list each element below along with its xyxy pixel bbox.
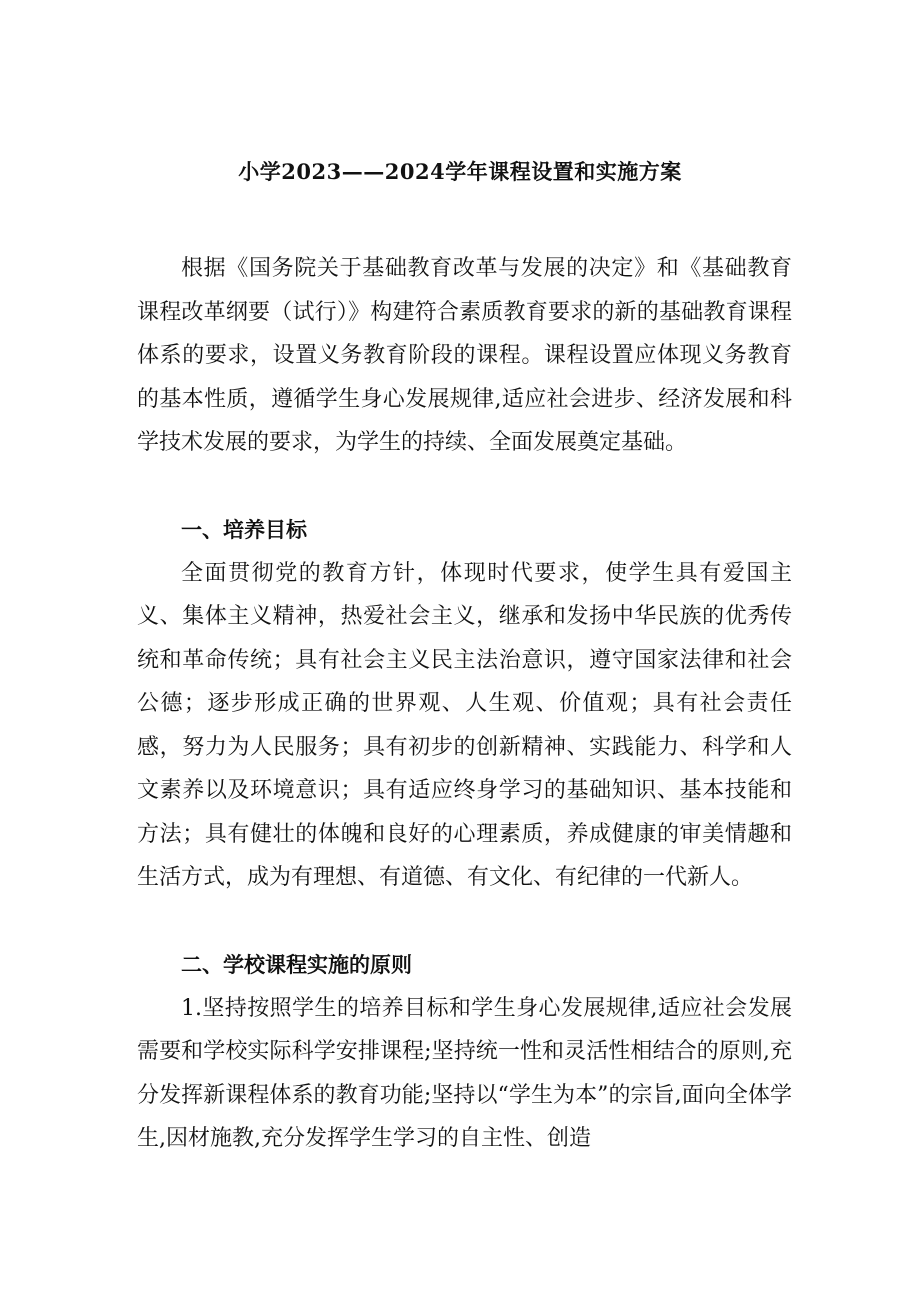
principle-item-1: 1.坚持按照学生的培养目标和学生身心发展规律,适应社会发展需要和学校实际科学安排课程;坚持统一性和灵活性相结合的原则,充分发挥新课程体系的教育功能;坚持以“学生为本”的宗旨,面向全体学生,因材施教,充分发挥学生学习的自主性、创造 (137, 995, 792, 1151)
intro-paragraph: 根据《国务院关于基础教育改革与发展的决定》和《基础教育课程改革纲要（试行）》构建符合素质教育要求的新的基础教育课程体系的要求，设置义务教育阶段的课程。课程设置应体现义务教育的基本性质，遵循学生身心发展规律,适应社会进步、经济发展和科学技术发展的要求，为学生的持续、全面发展奠定基础。 (137, 256, 792, 455)
section-heading-training-goals: 一、培养目标 (181, 517, 307, 542)
section-implementation-principles (137, 943, 792, 1161)
section-heading-principles: 二、学校课程实施的原则 (181, 952, 412, 977)
document-title: 小学2023——2024学年课程设置和实施方案 (238, 159, 682, 184)
intro-block (137, 247, 792, 465)
training-goals-paragraph: 全面贯彻党的教育方针，体现时代要求，使学生具有爱国主义、集体主义精神，热爱社会主义，继承和发扬中华民族的优秀传统和革命传统；具有社会主义民主法治意识，遵守国家法律和社会公德；逐步形成正确的世界观、人生观、价值观；具有社会责任感，努力为人民服务；具有初步的创新精神、实践能力、科学和人文素养以及环境意识；具有适应终身学习的基础知识、基本技能和方法；具有健壮的体魄和良好的心理素质，养成健康的审美情趣和生活方式，成为有理想、有道德、有文化、有纪律的一代新人。 (137, 560, 792, 890)
section-training-goals (137, 508, 792, 900)
